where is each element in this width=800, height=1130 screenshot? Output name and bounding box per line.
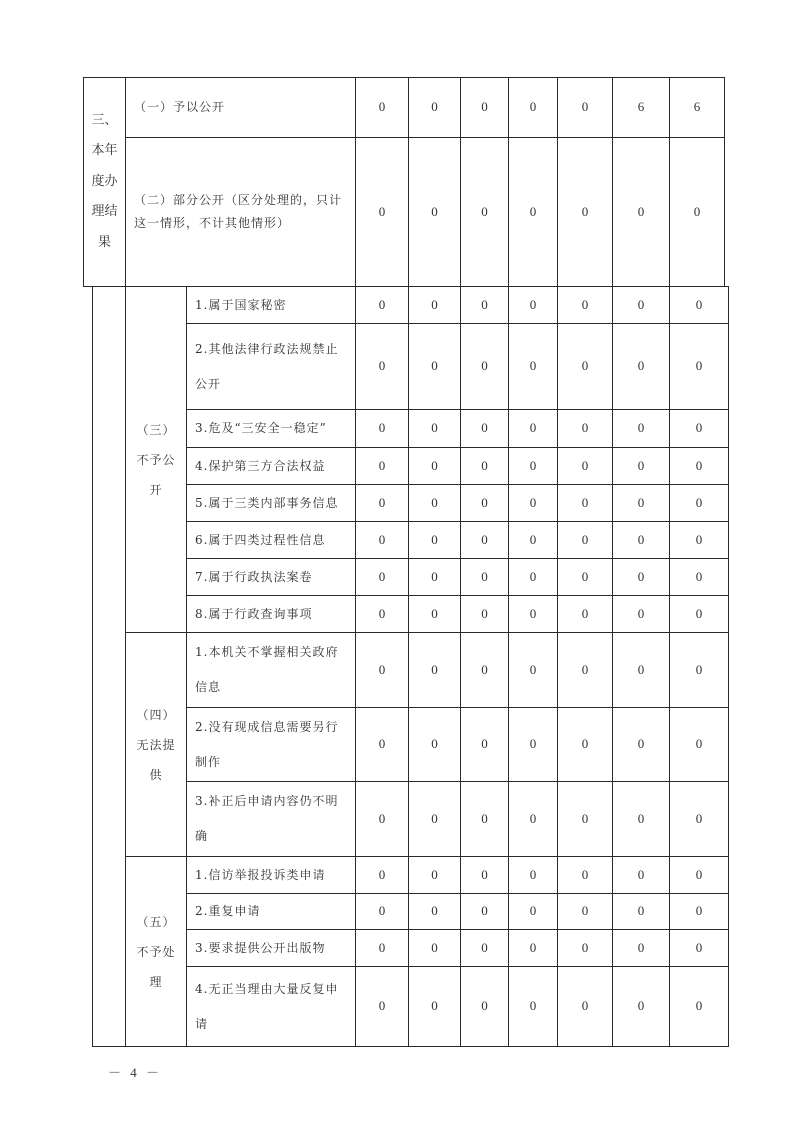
value-text: 0 — [481, 358, 488, 374]
value-cell — [612, 323, 670, 410]
section-continuation-cell — [92, 286, 126, 1047]
value-cell — [557, 409, 613, 448]
value-text: 0 — [529, 99, 537, 115]
value-text: 0 — [529, 296, 537, 312]
row-label: 2.没有现成信息需要另行制作 — [195, 719, 339, 769]
value-cell — [355, 521, 409, 559]
value-text: 0 — [529, 736, 537, 752]
value-text: 0 — [695, 810, 703, 826]
value-text: 0 — [431, 531, 438, 547]
value-cell — [612, 856, 670, 894]
row-label-cell — [186, 707, 356, 782]
value-cell — [508, 595, 558, 633]
value-text: 0 — [637, 531, 645, 547]
value-text: 0 — [378, 736, 386, 752]
value-text: 0 — [637, 358, 645, 374]
row-label: 2.重复申请 — [195, 904, 261, 919]
value-text: 0 — [581, 296, 589, 312]
section-title-line: 理结 — [91, 204, 118, 220]
value-text: 0 — [693, 203, 701, 219]
value-text: 0 — [431, 568, 438, 584]
value-text: 0 — [431, 420, 438, 436]
value-cell — [408, 286, 461, 324]
value-cell — [557, 558, 613, 596]
value-cell — [408, 484, 461, 522]
value-text: 0 — [529, 494, 537, 510]
value-text: 0 — [481, 296, 488, 312]
value-cell — [557, 893, 613, 930]
value-text: 6 — [637, 99, 645, 115]
value-cell — [408, 77, 461, 138]
row-label-cell — [186, 484, 356, 522]
value-cell — [612, 893, 670, 930]
value-cell — [408, 521, 461, 559]
value-cell — [508, 521, 558, 559]
value-text: 0 — [378, 939, 386, 955]
section-title-cell — [83, 77, 126, 287]
value-cell — [508, 77, 558, 138]
value-cell — [408, 595, 461, 633]
value-cell — [508, 893, 558, 930]
value-cell — [408, 558, 461, 596]
value-cell — [508, 558, 558, 596]
row-label: 1.本机关不掌握相关政府信息 — [195, 645, 339, 694]
value-text: 0 — [695, 998, 703, 1014]
value-cell — [669, 632, 729, 708]
row-label: 3.要求提供公开出版物 — [195, 940, 326, 955]
value-cell — [508, 929, 558, 967]
value-text: 0 — [695, 605, 703, 621]
value-cell — [460, 521, 509, 559]
row-label-cell — [186, 856, 356, 894]
value-cell — [612, 929, 670, 967]
value-cell — [355, 409, 409, 448]
value-text: 0 — [529, 420, 537, 436]
group-title-cell — [125, 856, 187, 1047]
value-cell — [355, 484, 409, 522]
value-text: 0 — [431, 605, 438, 621]
value-cell — [557, 484, 613, 522]
value-text: 0 — [637, 998, 645, 1014]
value-cell — [557, 323, 613, 410]
value-cell — [508, 966, 558, 1047]
value-text: 0 — [378, 531, 386, 547]
value-text: 0 — [378, 457, 386, 473]
value-text: 0 — [481, 203, 488, 219]
value-text: 0 — [637, 939, 645, 955]
group-title-cell — [125, 632, 187, 857]
value-cell — [669, 966, 729, 1047]
value-cell — [557, 521, 613, 559]
value-text: 0 — [581, 605, 589, 621]
value-cell — [612, 558, 670, 596]
value-text: 0 — [431, 457, 438, 473]
value-text: 0 — [378, 420, 386, 436]
group-title-line: 供 — [149, 767, 163, 782]
group-title-line: 无法提 — [136, 737, 176, 752]
value-text: 0 — [695, 939, 703, 955]
value-cell — [355, 137, 409, 287]
value-text: 0 — [695, 903, 703, 919]
value-cell — [508, 484, 558, 522]
value-text: 0 — [378, 661, 386, 677]
value-text: 0 — [695, 457, 703, 473]
value-text: 0 — [581, 457, 589, 473]
value-cell — [355, 632, 409, 708]
value-text: 0 — [378, 358, 386, 374]
value-cell — [669, 893, 729, 930]
value-cell — [460, 632, 509, 708]
row-label: （一）予以公开 — [134, 100, 226, 115]
value-text: 0 — [529, 457, 537, 473]
group-title-line: （四） — [136, 707, 176, 722]
value-text: 0 — [529, 358, 537, 374]
value-cell — [460, 781, 509, 857]
value-cell — [460, 856, 509, 894]
row-label-cell — [186, 323, 356, 410]
value-cell — [669, 929, 729, 967]
value-cell — [408, 856, 461, 894]
section-title-line: 度办 — [91, 173, 118, 189]
value-cell — [612, 409, 670, 448]
value-text: 0 — [529, 531, 537, 547]
value-cell — [355, 595, 409, 633]
row-label-cell — [125, 77, 356, 138]
row-label: 4.保护第三方合法权益 — [195, 458, 326, 473]
value-cell — [669, 781, 729, 857]
value-cell — [669, 447, 729, 485]
row-label: 2.其他法律行政法规禁止公开 — [195, 341, 339, 391]
row-label: 6.属于四类过程性信息 — [195, 532, 326, 547]
value-text: 0 — [431, 99, 438, 115]
value-cell — [508, 286, 558, 324]
value-cell — [408, 781, 461, 857]
value-text: 0 — [481, 605, 488, 621]
row-label: 7.属于行政执法案卷 — [195, 569, 313, 584]
section-title-line: 本年 — [91, 143, 118, 159]
value-text: 0 — [581, 568, 589, 584]
value-cell — [460, 707, 509, 782]
value-cell — [508, 632, 558, 708]
value-cell — [557, 447, 613, 485]
value-text: 0 — [378, 494, 386, 510]
row-label-cell — [186, 929, 356, 967]
value-cell — [508, 781, 558, 857]
value-cell — [508, 323, 558, 410]
value-text: 0 — [481, 457, 488, 473]
value-cell — [355, 781, 409, 857]
value-text: 0 — [431, 661, 438, 677]
value-text: 0 — [529, 939, 537, 955]
value-cell — [355, 323, 409, 410]
value-text: 6 — [693, 99, 701, 115]
row-label-cell — [186, 632, 356, 708]
value-cell — [612, 595, 670, 633]
value-text: 0 — [637, 736, 645, 752]
row-label-cell — [186, 521, 356, 559]
value-cell — [669, 77, 725, 138]
section-title-line: 果 — [97, 234, 111, 250]
value-text: 0 — [378, 203, 386, 219]
value-cell — [669, 595, 729, 633]
value-text: 0 — [481, 736, 488, 752]
value-text: 0 — [529, 866, 537, 882]
value-text: 0 — [481, 661, 488, 677]
section-title-line: 三、 — [91, 112, 118, 128]
value-text: 0 — [431, 866, 438, 882]
row-label: （二）部分公开（区分处理的，只计这一情形，不计其他情形） — [134, 193, 343, 230]
value-cell — [408, 707, 461, 782]
value-text: 0 — [378, 866, 386, 882]
value-text: 0 — [378, 296, 386, 312]
value-cell — [669, 323, 729, 410]
group-title-line: 开 — [149, 482, 163, 497]
value-text: 0 — [481, 531, 488, 547]
value-cell — [408, 409, 461, 448]
value-cell — [408, 966, 461, 1047]
row-label-cell — [186, 558, 356, 596]
value-cell — [460, 409, 509, 448]
value-text: 0 — [378, 605, 386, 621]
value-cell — [355, 929, 409, 967]
value-cell — [355, 966, 409, 1047]
value-text: 0 — [529, 568, 537, 584]
value-cell — [612, 632, 670, 708]
row-label: 8.属于行政查询事项 — [195, 606, 313, 621]
group-title-line: （三） — [136, 422, 176, 437]
value-text: 0 — [581, 494, 589, 510]
value-text: 0 — [581, 736, 589, 752]
value-text: 0 — [481, 494, 488, 510]
value-text: 0 — [637, 203, 645, 219]
value-text: 0 — [431, 296, 438, 312]
value-text: 0 — [481, 810, 488, 826]
value-cell — [612, 484, 670, 522]
value-cell — [460, 77, 509, 138]
value-cell — [408, 929, 461, 967]
row-label: 4.无正当理由大量反复申请 — [195, 981, 339, 1031]
value-text: 0 — [431, 736, 438, 752]
value-text: 0 — [581, 903, 589, 919]
value-cell — [669, 558, 729, 596]
group-title-line: （五） — [136, 914, 176, 929]
value-text: 0 — [431, 358, 438, 374]
value-text: 0 — [431, 203, 438, 219]
value-cell — [669, 856, 729, 894]
value-text: 0 — [529, 998, 537, 1014]
value-text: 0 — [481, 903, 488, 919]
value-text: 0 — [637, 661, 645, 677]
value-text: 0 — [529, 810, 537, 826]
row-label-cell — [186, 893, 356, 930]
group-title-cell — [125, 286, 187, 633]
row-label: 5.属于三类内部事务信息 — [195, 495, 339, 510]
row-label-cell — [186, 409, 356, 448]
value-cell — [408, 447, 461, 485]
value-text: 0 — [581, 661, 589, 677]
value-text: 0 — [695, 358, 703, 374]
value-cell — [508, 447, 558, 485]
value-text: 0 — [581, 866, 589, 882]
value-cell — [460, 893, 509, 930]
value-cell — [408, 632, 461, 708]
value-text: 0 — [581, 998, 589, 1014]
group-title-line: 不予处 — [136, 944, 176, 959]
value-text: 0 — [481, 939, 488, 955]
value-cell — [557, 137, 613, 287]
value-text: 0 — [581, 531, 589, 547]
value-text: 0 — [378, 903, 386, 919]
value-text: 0 — [695, 736, 703, 752]
value-text: 0 — [581, 939, 589, 955]
row-label: 1.属于国家秘密 — [195, 297, 287, 312]
value-cell — [612, 521, 670, 559]
group-title-line: 不予公 — [136, 452, 176, 467]
value-text: 0 — [431, 998, 438, 1014]
value-cell — [508, 856, 558, 894]
value-text: 0 — [637, 457, 645, 473]
value-cell — [355, 77, 409, 138]
value-text: 0 — [581, 358, 589, 374]
value-text: 0 — [481, 998, 488, 1014]
value-cell — [669, 484, 729, 522]
value-cell — [355, 893, 409, 930]
value-text: 0 — [378, 810, 386, 826]
value-cell — [557, 929, 613, 967]
value-cell — [355, 707, 409, 782]
value-text: 0 — [695, 420, 703, 436]
value-text: 0 — [637, 568, 645, 584]
value-text: 0 — [637, 296, 645, 312]
page-number: － 4 － — [108, 1065, 163, 1080]
value-text: 0 — [481, 568, 488, 584]
value-cell — [355, 286, 409, 324]
value-cell — [355, 447, 409, 485]
value-text: 0 — [378, 998, 386, 1014]
value-cell — [612, 707, 670, 782]
value-cell — [557, 77, 613, 138]
value-text: 0 — [529, 661, 537, 677]
value-text: 0 — [378, 99, 386, 115]
row-label-cell — [186, 286, 356, 324]
value-text: 0 — [481, 420, 488, 436]
value-text: 0 — [581, 810, 589, 826]
value-cell — [669, 409, 729, 448]
value-cell — [460, 286, 509, 324]
value-cell — [508, 409, 558, 448]
value-cell — [612, 286, 670, 324]
value-text: 0 — [481, 99, 488, 115]
value-text: 0 — [695, 494, 703, 510]
value-cell — [557, 781, 613, 857]
value-cell — [557, 966, 613, 1047]
value-text: 0 — [695, 296, 703, 312]
value-cell — [460, 323, 509, 410]
value-text: 0 — [637, 605, 645, 621]
value-cell — [612, 137, 670, 287]
value-text: 0 — [637, 810, 645, 826]
value-cell — [612, 781, 670, 857]
value-cell — [408, 893, 461, 930]
value-cell — [408, 323, 461, 410]
value-cell — [508, 137, 558, 287]
value-text: 0 — [581, 203, 589, 219]
value-cell — [460, 595, 509, 633]
value-cell — [669, 707, 729, 782]
row-label: 3.危及“三安全一稳定” — [195, 421, 327, 436]
value-cell — [557, 856, 613, 894]
value-text: 0 — [637, 420, 645, 436]
value-cell — [612, 447, 670, 485]
value-text: 0 — [637, 903, 645, 919]
row-label-cell — [186, 781, 356, 857]
value-text: 0 — [529, 203, 537, 219]
value-text: 0 — [431, 903, 438, 919]
value-cell — [460, 484, 509, 522]
value-text: 0 — [581, 99, 589, 115]
value-cell — [460, 447, 509, 485]
value-cell — [669, 137, 725, 287]
value-cell — [408, 137, 461, 287]
value-cell — [612, 77, 670, 138]
row-label-cell — [186, 966, 356, 1047]
value-text: 0 — [431, 939, 438, 955]
value-cell — [508, 707, 558, 782]
value-text: 0 — [637, 494, 645, 510]
value-text: 0 — [695, 531, 703, 547]
value-cell — [557, 632, 613, 708]
value-text: 0 — [695, 866, 703, 882]
value-text: 0 — [581, 420, 589, 436]
value-cell — [557, 707, 613, 782]
value-cell — [460, 558, 509, 596]
value-cell — [355, 856, 409, 894]
value-cell — [612, 966, 670, 1047]
value-text: 0 — [378, 568, 386, 584]
value-text: 0 — [431, 494, 438, 510]
value-cell — [355, 558, 409, 596]
row-label-cell — [125, 137, 356, 287]
value-cell — [669, 286, 729, 324]
row-label: 3.补正后申请内容仍不明确 — [195, 794, 339, 843]
row-label-cell — [186, 447, 356, 485]
value-cell — [460, 966, 509, 1047]
value-cell — [557, 595, 613, 633]
value-text: 0 — [431, 810, 438, 826]
group-title-line: 理 — [149, 974, 163, 989]
value-cell — [460, 929, 509, 967]
value-text: 0 — [529, 903, 537, 919]
value-cell — [669, 521, 729, 559]
value-text: 0 — [695, 568, 703, 584]
value-text: 0 — [481, 866, 488, 882]
row-label: 1.信访举报投诉类申请 — [195, 867, 326, 882]
value-cell — [557, 286, 613, 324]
value-text: 0 — [637, 866, 645, 882]
value-cell — [460, 137, 509, 287]
value-text: 0 — [529, 605, 537, 621]
row-label-cell — [186, 595, 356, 633]
value-text: 0 — [695, 661, 703, 677]
